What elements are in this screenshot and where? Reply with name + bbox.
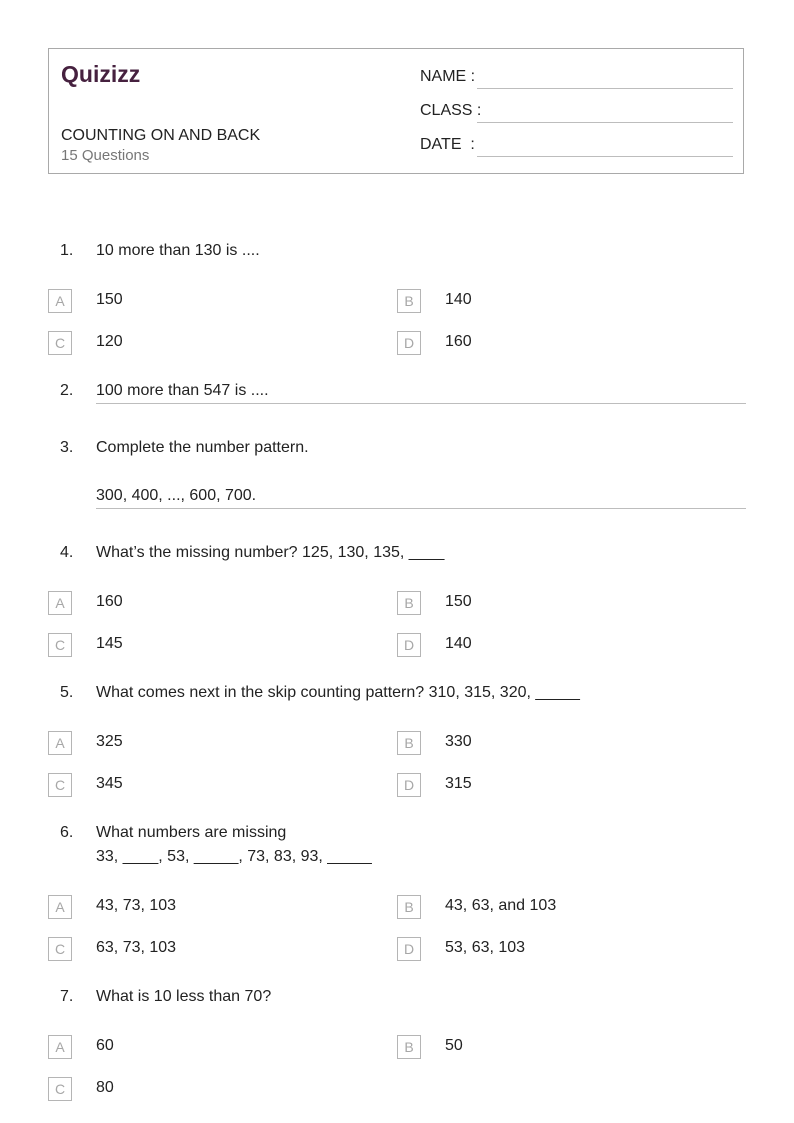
question-text: What comes next in the skip counting pattern? 310, 315, 320, _____ — [96, 684, 580, 701]
question-count: 15 Questions — [61, 147, 150, 164]
question-text: What numbers are missing — [96, 824, 287, 841]
option-text: 140 — [445, 291, 472, 308]
option-letter: D — [397, 633, 421, 657]
date-field[interactable] — [420, 136, 733, 158]
option-letter: A — [48, 289, 72, 313]
answer-line[interactable] — [96, 508, 746, 509]
option-letter: B — [397, 731, 421, 755]
question-text-line-2: 33, ____, 53, _____, 73, 83, 93, _____ — [96, 848, 372, 865]
date-line[interactable] — [477, 156, 733, 157]
question-number: 2. — [60, 382, 74, 399]
question-number: 6. — [60, 824, 74, 841]
option-text: 325 — [96, 733, 123, 750]
option-text: 345 — [96, 775, 123, 792]
question-number: 1. — [60, 242, 74, 259]
option-text: 140 — [445, 635, 472, 652]
option-letter: A — [48, 895, 72, 919]
option-text: 60 — [96, 1037, 114, 1054]
class-line[interactable] — [477, 122, 733, 123]
question-text-line-2: 300, 400, ..., 600, 700. — [96, 487, 257, 504]
worksheet-header — [48, 48, 744, 174]
name-field[interactable] — [420, 68, 733, 90]
option-letter: A — [48, 1035, 72, 1059]
option-letter: A — [48, 591, 72, 615]
class-label: CLASS : — [420, 102, 482, 119]
name-line[interactable] — [477, 88, 733, 89]
option-text: 150 — [96, 291, 123, 308]
option-letter: C — [48, 633, 72, 657]
question-text: What is 10 less than 70? — [96, 988, 272, 1005]
question-number: 5. — [60, 684, 74, 701]
option-text: 43, 63, and 103 — [445, 897, 557, 914]
date-label: DATE : — [420, 136, 475, 153]
option-letter: A — [48, 731, 72, 755]
name-label: NAME : — [420, 68, 476, 85]
option-text: 50 — [445, 1037, 463, 1054]
option-text: 160 — [96, 593, 123, 610]
option-letter: B — [397, 289, 421, 313]
question-text: Complete the number pattern. — [96, 439, 309, 456]
option-letter: D — [397, 331, 421, 355]
option-text: 145 — [96, 635, 123, 652]
worksheet-title: COUNTING ON AND BACK — [61, 127, 261, 144]
option-letter: D — [397, 773, 421, 797]
svg-text:Quizizz: Quizizz — [61, 61, 141, 87]
option-letter: C — [48, 937, 72, 961]
question-text: 10 more than 130 is .... — [96, 242, 260, 259]
option-letter: C — [48, 331, 72, 355]
option-text: 53, 63, 103 — [445, 939, 526, 956]
option-text: 315 — [445, 775, 472, 792]
option-letter: C — [48, 1077, 72, 1101]
option-letter: B — [397, 591, 421, 615]
option-letter: D — [397, 937, 421, 961]
question-text: What’s the missing number? 125, 130, 135, ____ — [96, 544, 445, 561]
option-text: 120 — [96, 333, 123, 350]
option-text: 63, 73, 103 — [96, 939, 177, 956]
answer-line[interactable] — [96, 403, 746, 404]
question-number: 4. — [60, 544, 74, 561]
quizizz-logo — [61, 61, 151, 87]
option-text: 150 — [445, 593, 472, 610]
question-number: 7. — [60, 988, 74, 1005]
question-number: 3. — [60, 439, 74, 456]
option-text: 160 — [445, 333, 472, 350]
question-text: 100 more than 547 is .... — [96, 382, 269, 399]
option-letter: C — [48, 773, 72, 797]
option-text: 330 — [445, 733, 472, 750]
option-letter: B — [397, 1035, 421, 1059]
option-text: 80 — [96, 1079, 114, 1096]
option-text: 43, 73, 103 — [96, 897, 177, 914]
class-field[interactable] — [420, 102, 733, 124]
option-letter: B — [397, 895, 421, 919]
